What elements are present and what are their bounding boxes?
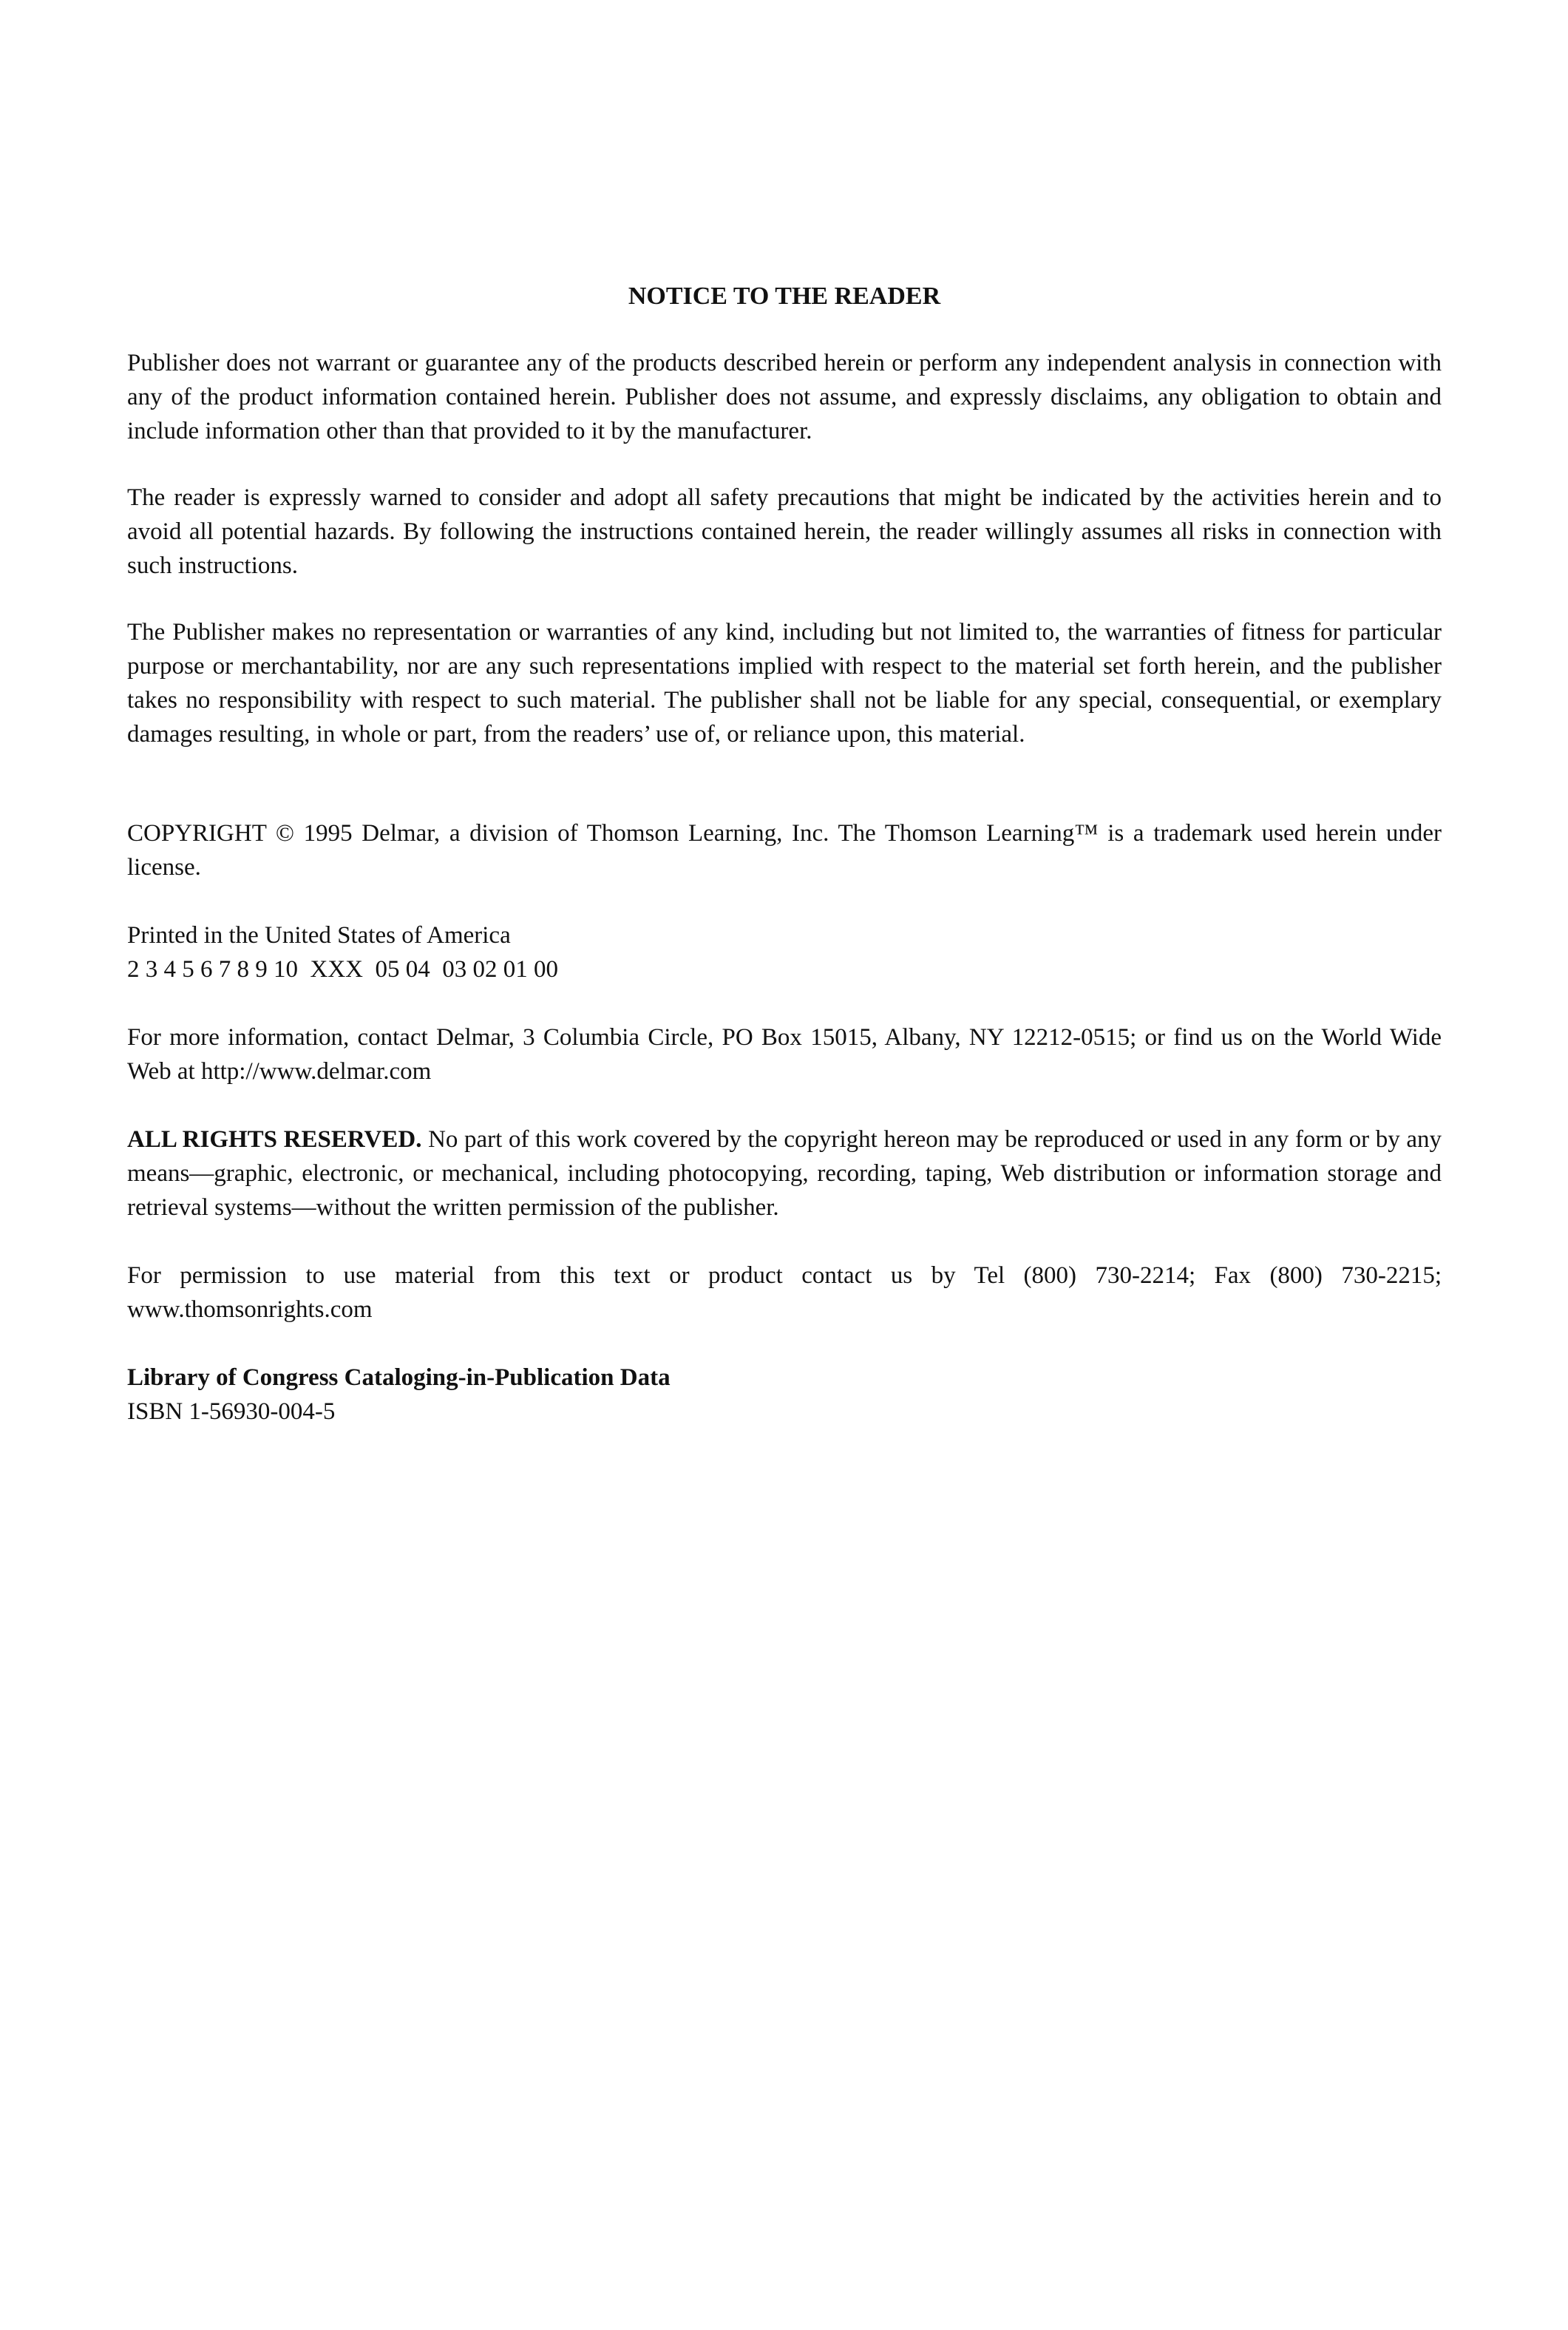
isbn-line: ISBN 1-56930-004-5: [127, 1398, 336, 1425]
printing-number-line: 2 3 4 5 6 7 8 9 10 XXX 05 04 03 02 01 00: [127, 956, 558, 983]
cataloging-heading: Library of Congress Cataloging-in-Publication Data: [127, 1364, 671, 1391]
notice-paragraph-warranty: Publisher does not warrant or guarantee any of the products described herein or perform any independent analysis in connection with any of the product information contained herein. Publisher does not assume, and expressly disclaims, any obligation to obtain and include information other than that provided to it by the manufacturer.: [127, 350, 1442, 444]
rights-heading: ALL RIGHTS RESERVED.: [127, 1126, 422, 1153]
cataloging-block: [127, 1361, 1442, 1429]
rights-statement: [127, 1122, 1442, 1225]
copyright-statement: COPYRIGHT © 1995 Delmar, a division of Thomson Learning, Inc. The Thomson Learning™ is a trademark used herein under license.: [127, 820, 1442, 881]
printed-in-line: Printed in the United States of America: [127, 922, 511, 949]
contact-info: For more information, contact Delmar, 3 Columbia Circle, PO Box 15015, Albany, NY 12212-0515; or find us on the World Wide Web at http://www.delmar.com: [127, 1024, 1442, 1085]
notice-paragraph-safety: The reader is expressly warned to consider and adopt all safety precautions that might be indicated by the activities herein and to avoid all potential hazards. By following the instructions contained herein, the reader willingly assumes all risks in connection with such instructions.: [127, 484, 1442, 579]
rights-text: No part of this work covered by the copyright hereon may be reproduced or used in any form or by any means—graphic, electronic, or mechanical, including photocopying, recording, taping, Web distribution or information storage and retrieval systems—without the written permission of the publisher.: [127, 1126, 1442, 1221]
notice-paragraph-liability: The Publisher makes no representation or warranties of any kind, including but not limited to, the warranties of fitness for particular purpose or merchantability, nor are any such representations implied with respect to the material set forth herein, and the publisher takes no responsibility with respect to such material. The publisher shall not be liable for any special, consequential, or exemplary damages resulting, in whole or part, from the readers’ use of, or reliance upon, this material.: [127, 619, 1442, 748]
printing-info: [127, 918, 1442, 986]
page-content: [127, 280, 1442, 1429]
notice-title: NOTICE TO THE READER: [628, 282, 941, 310]
permission-info: For permission to use material from this text or product contact us by Tel (800) 730-2214; Fax (800) 730-2215; www.thomsonrights.com: [127, 1262, 1442, 1323]
